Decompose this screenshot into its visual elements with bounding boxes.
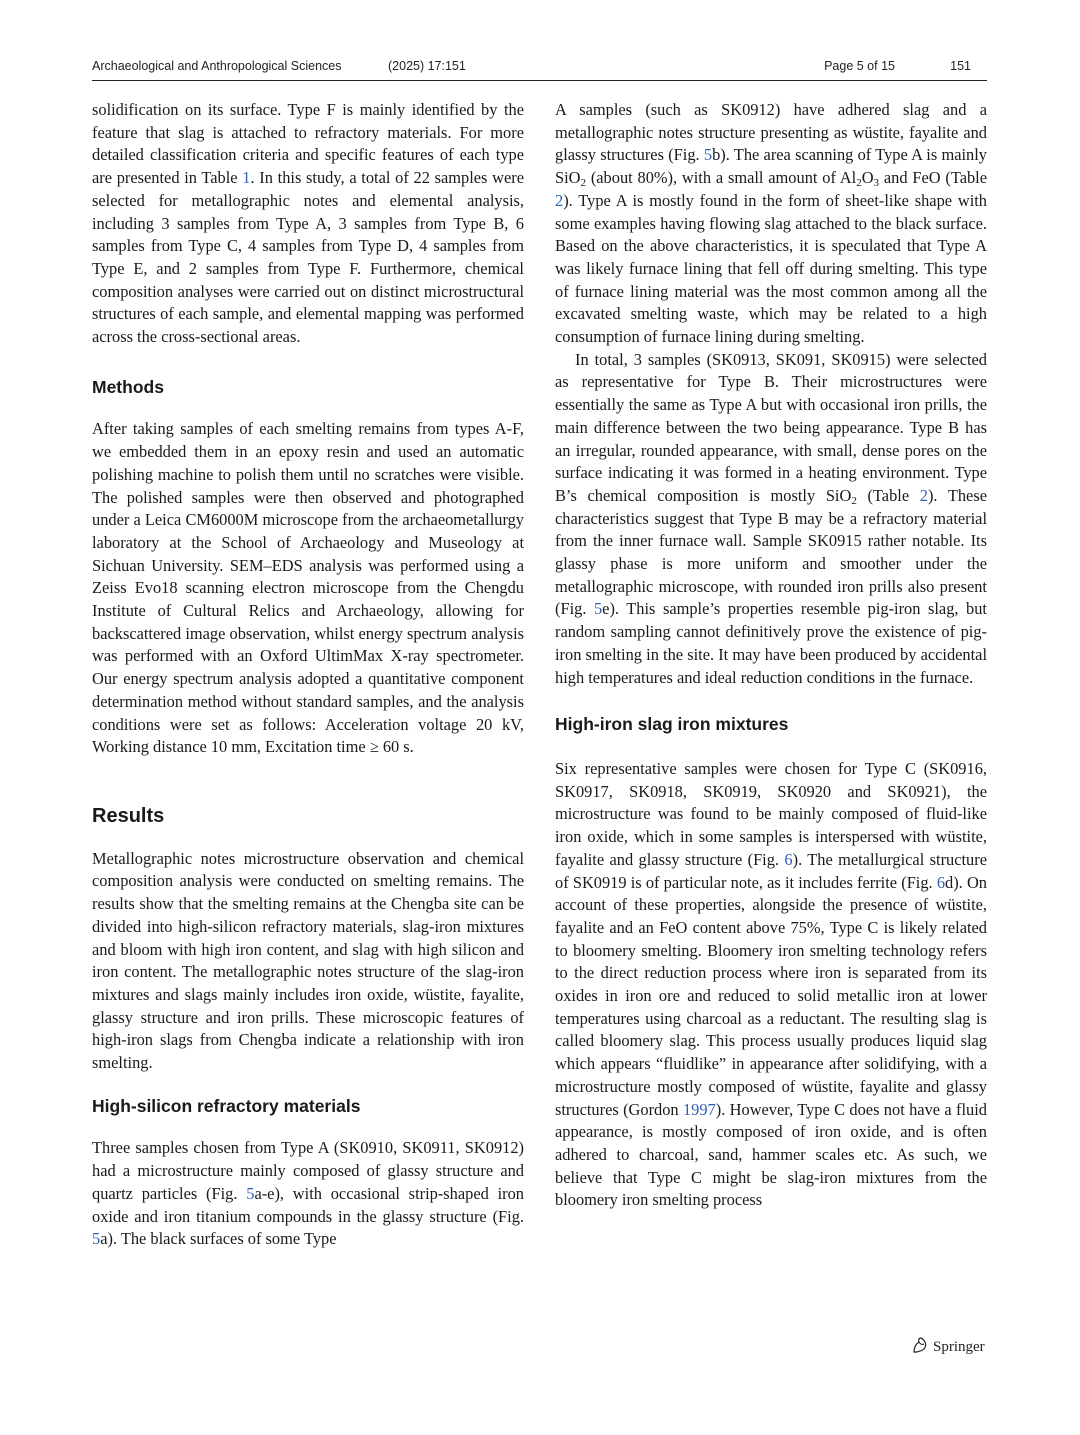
springer-horse-icon	[911, 1336, 929, 1354]
heading-methods: Methods	[92, 376, 164, 397]
header-rule	[92, 80, 987, 81]
figure-link[interactable]: 5	[593, 599, 603, 619]
paragraph-intro: solidification on its surface. Type F is mainly identified by the feature that slag is attached to refractory materials. For more detailed classification criteria and specific features of each type are presented in Table 1. In this study, a total of 22 samples were selected for metallographic notes and elemental analysis, including 3 samples from Type A, 3 samples from Type B, 6 samples from Type C, 4 samples from Type D, 4 samples from Type E, and 2 samples from Type F. Furthermore, chemical composition analyses were carried out on distinct microstructural structures of each sample, and elemental mapping was performed across the cross-sectional areas.	[92, 100, 524, 347]
publisher-logo	[911, 1336, 985, 1356]
paragraph-type-a: Three samples chosen from Type A (SK0910, SK0911, SK0912) had a microstructure mainly composed of glassy structure and quartz particles (Fig. 5a-e), with occasional strip-shaped iron oxide and iron titanium compounds in the glassy structure (Fig. 5a). The black surfaces of some Type	[92, 1138, 524, 1249]
figure-link[interactable]: 6	[784, 849, 793, 869]
publisher-name: Springer	[933, 1339, 985, 1355]
figure-link[interactable]: 6	[936, 872, 946, 892]
figure-link[interactable]: 5	[92, 1229, 101, 1249]
left-column	[92, 99, 524, 1251]
year-volume: (2025) 17:151	[388, 59, 466, 73]
heading-results: Results	[92, 804, 165, 827]
paragraph-results: Metallographic notes microstructure observation and chemical composition analysis were conducted on smelting remains. The results show that the smelting remains at the Chengba site can be divided into high-silicon refractory materials, slag-iron mixtures and bloom with high iron content, and slag with high silicon and iron content. The metallographic notes structure of the slag-iron mixtures and slags mainly includes iron oxide, wüstite, fayalite, glassy structure and iron prills. These microscopic features of high-iron slags from Chengba indicate a relationship with iron smelting.	[92, 848, 524, 1073]
table-link[interactable]: 2	[919, 485, 928, 505]
heading-high-silicon: High-silicon refractory materials	[92, 1095, 361, 1116]
table-link[interactable]: 2	[555, 190, 564, 210]
journal-name: Archaeological and Anthropological Sciences	[92, 59, 342, 73]
running-header	[92, 56, 987, 78]
paragraph-type-b: In total, 3 samples (SK0913, SK091, SK0915) were selected as representative for Type B. Their microstructures were essentially the same as Type A but with occasional iron prills, the main difference between the two being appearance. Type B has an irregular, rounded appearance, with small, dense pores on the surface indicating it was formed in a heating environment. Type B’s chemical composition is mostly SiO$_2$ (Table 2). These characteristics suggest that Type B may be a refractory material from the inner furnace wall. Sample SK0915 rather notable. Its glassy phase is more uniform and smoother under the metallographic microscope, with rounded iron prills also present (Fig. 5e). This sample’s properties resemble pig-iron slag, but random sampling cannot definitively prove the existence of pig-iron smelting in the site. It may have been produced by accidental high temperatures and ideal reduction conditions in the furnace.	[555, 349, 987, 687]
paragraph-type-c: Six representative samples were chosen for Type C (SK0916, SK0917, SK0918, SK0919, SK0920 and SK0921), the microstructure was found to be mainly composed of fluid-like iron oxide, which in some samples is interspersed with wüstite, fayalite and glassy structure (Fig. 6). The metallurgical structure of SK0919 is of particular note, as it includes ferrite (Fig. 6d). On account of these properties, alongside the presence of wüstite, fayalite and an FeO content above 75%, Type C is likely related to bloomery smelting. Bloomery iron smelting technology refers to the direct reduction process where iron is separated from its oxides in iron ore and reduced to solid metallic iron at lower temperatures using charcoal as a reductant. The resulting slag is called bloomery slag. This process usually produces liquid slag which appears “fluidlike” in appearance after solidifying, with a microstructure mostly composed of wüstite, fayalite and glassy structures (Gordon 1997). However, Type C does not have a fluid appearance, is mostly composed of iron oxide, and is often adhered to charcoal, sand, hammer scales etc. As such, we believe that Type C might be slag-iron mixtures from the bloomery iron smelting process	[555, 758, 987, 1210]
heading-high-iron: High-iron slag iron mixtures	[555, 714, 789, 735]
paragraph-methods: After taking samples of each smelting remains from types A-F, we embedded them in an epoxy resin and used an automatic polishing machine to polish them until no scratches were visible. The polished samples were then observed and photographed under a Leica CM6000M microscope from the archaeometallurgy laboratory at the School of Archaeology and Museology at Sichuan University. SEM–EDS analysis was performed using a Zeiss Evo18 scanning electron microscope from the Chengdu Institute of Cultural Relics and Archaeology, allowing for backscattered image observation, whilst energy spectrum analysis was performed with an Oxford UltimMax X-ray spectrometer. Our energy spectrum analysis adopted a quantitative component determination method without standard samples, and the analysis conditions were set as follows: Acceleration voltage 20 kV, Working distance 10 mm, Excitation time ≥ 60 s.	[92, 419, 524, 757]
figure-link[interactable]: 5	[703, 145, 713, 165]
citation-link[interactable]: 1997	[682, 1099, 716, 1119]
figure-link[interactable]: 5	[246, 1183, 255, 1203]
page-of: Page 5 of 15	[824, 59, 895, 73]
paragraph-type-a-cont: A samples (such as SK0912) have adhered slag and a metallographic notes structure presenting as wüstite, fayalite and glassy structures (Fig. 5b). The area scanning of Type A is mainly SiO$_2$ (about 80%), with a small amount of $Al_2O_3$ and FeO (Table 2). Type A is mostly found in the form of sheet-like shape with some examples having flowing slag attached to the black surface. Based on the above characteristics, it is speculated that Type A was likely furnace lining that fell off during smelting. This type of furnace lining material was the most common among all the excavated smelting waste, which may be related to a high consumption of furnace lining during smelting.	[555, 100, 987, 347]
article-number: 151	[950, 59, 971, 73]
right-column	[555, 99, 987, 1212]
table-link[interactable]: 1	[242, 168, 251, 188]
